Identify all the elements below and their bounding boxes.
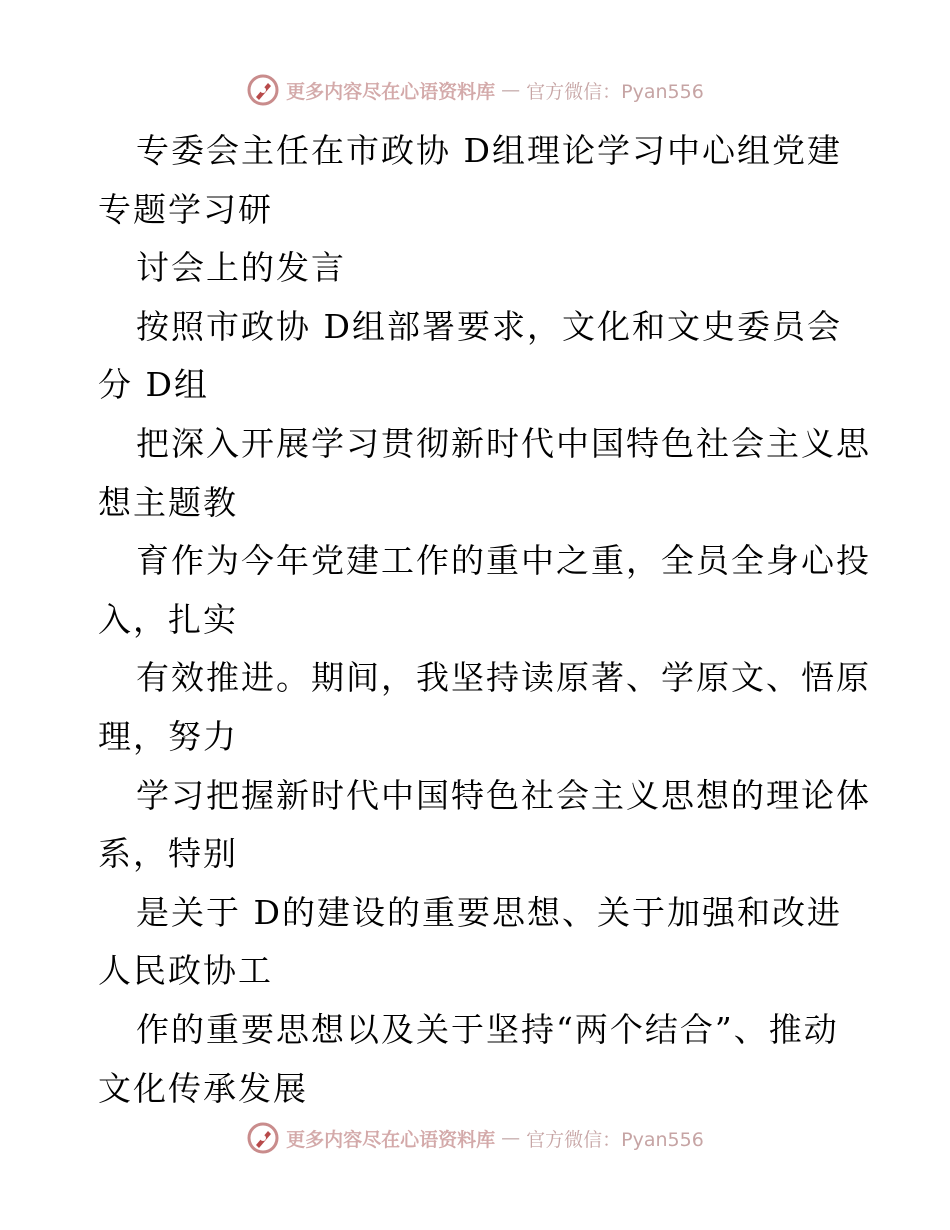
document-line: 入，扎实 bbox=[98, 599, 238, 639]
document-line: 育作为今年党建工作的重中之重，全员全身心投 bbox=[136, 541, 871, 581]
document-line: 专题学习研 bbox=[98, 189, 273, 229]
document-line: 是关于 D的建设的重要思想、关于加强和改进 bbox=[136, 892, 842, 932]
document-line: 想主题教 bbox=[98, 482, 238, 522]
watermark-header bbox=[0, 70, 950, 110]
document-line: 把深入开展学习贯彻新时代中国特色社会主义思 bbox=[136, 423, 871, 463]
document-line: 人民政协工 bbox=[98, 951, 273, 991]
document-line: 有效推进。期间，我坚持读原著、学原文、悟原 bbox=[136, 658, 871, 698]
document-line: 分 D组 bbox=[98, 365, 209, 405]
document-line: 专委会主任在市政协 D组理论学习中心组党建 bbox=[136, 131, 842, 170]
document-line: 理，努力 bbox=[98, 716, 238, 756]
watermark-contact: 官方微信：Pyan556 bbox=[526, 80, 704, 103]
document-line: 系，特别 bbox=[98, 834, 238, 874]
pen-circle-logo-icon bbox=[246, 1121, 280, 1155]
watermark-text: 更多内容尽在心语资料库 bbox=[286, 1128, 496, 1151]
document-line: 讨会上的发言 bbox=[136, 248, 346, 288]
watermark-contact: 官方微信：Pyan556 bbox=[526, 1128, 704, 1151]
watermark-footer bbox=[0, 1118, 950, 1158]
watermark-separator: — bbox=[501, 1127, 521, 1149]
watermark-text: 更多内容尽在心语资料库 bbox=[286, 80, 496, 103]
document-line: 文化传承发展 bbox=[98, 1068, 308, 1108]
watermark-separator: — bbox=[501, 79, 521, 101]
document-body bbox=[98, 122, 871, 1118]
document-line: 按照市政协 D组部署要求，文化和文史委员会 bbox=[136, 306, 842, 346]
document-line: 学习把握新时代中国特色社会主义思想的理论体 bbox=[136, 775, 871, 815]
document-line: 作的重要思想以及关于坚持“两个结合”、推动 bbox=[136, 1009, 839, 1049]
pen-circle-logo-icon bbox=[246, 73, 280, 107]
